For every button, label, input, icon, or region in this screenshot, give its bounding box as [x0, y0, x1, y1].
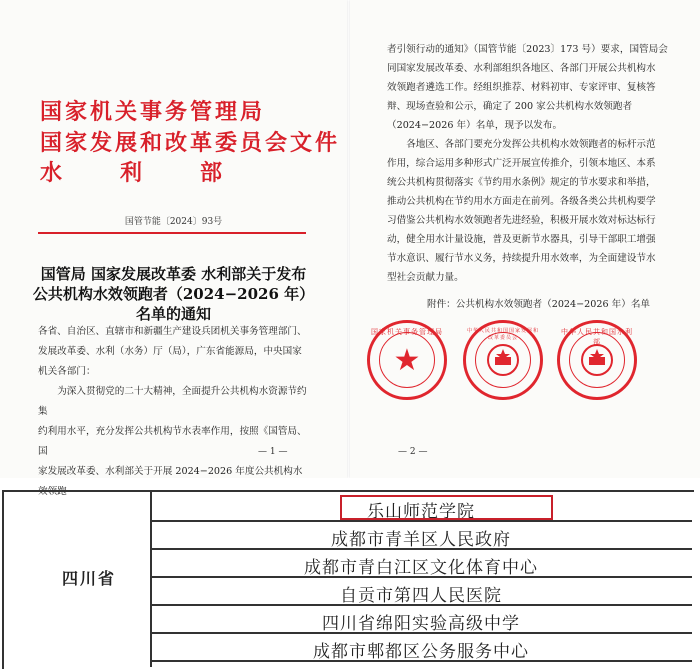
emblem-icon — [486, 343, 520, 377]
p2-line: 者引领行动的通知》（国管节能〔2023〕173 号）要求，国管局会 — [387, 44, 668, 55]
recipients-line-3: 机关各部门： — [38, 366, 96, 377]
document-title — [0, 264, 347, 324]
issuer-char-2: 利 — [120, 160, 146, 186]
body-text-page-2 — [387, 40, 672, 287]
p2-line: 各地区、各部门要充分发挥公共机构水效领跑者的标杆示范 — [406, 139, 656, 150]
p2-line: 效领跑者遴选工作。经组织推荐、材料初审、专家评审、复核答 — [387, 82, 656, 93]
title-line-2: 公共机构水效领跑者（2024−2026 年） — [32, 285, 315, 303]
p2-line: 习借鉴公共机构水效领跑者先进经验，积极开展水效对标达标行 — [387, 215, 656, 226]
seal-3-text: 中华人民共和国水利部 — [561, 328, 633, 346]
table-row: 成都市青白江区文化体育中心 — [304, 558, 538, 578]
recipients-line-2: 发展改革委、水利（水务）厅（局），广东省能源局，中央国家 — [38, 346, 302, 357]
seal-2-text: 中华人民共和国国家发展和改革委员会 — [466, 328, 539, 341]
issuer-char-3: 部 — [200, 160, 226, 186]
table-row: 成都市郫都区公务服务中心 — [313, 642, 529, 662]
p2-line: 动，健全用水计量设施，普及更新节水器具，引导干部职工增强 — [387, 234, 656, 245]
p2-line: 型社会贡献力量。 — [387, 272, 464, 283]
issuer-char-1: 水 — [40, 160, 66, 186]
p2-line: 辩、现场查验和公示，确定了 200 家公共机构水效领跑者 — [387, 101, 633, 112]
paragraph-line-1: 为深入贯彻党的二十大精神，全面提升公共机构水资源节约集 — [38, 386, 307, 417]
province-label: 四川省 — [62, 569, 117, 588]
paragraph-line-3: 家发展改革委、水利部关于开展 2024−2026 年度公共机构水效领跑 — [38, 466, 303, 497]
table-row: 乐山师范学院 — [367, 502, 475, 522]
table-row: 成都市青羊区人民政府 — [331, 530, 511, 550]
official-seal-1 — [367, 320, 447, 400]
issuer-line-2: 国家发展和改革委员会文件 — [40, 130, 341, 156]
document-page-1 — [0, 0, 347, 497]
seal-1-text: 国家机关事务管理局 — [371, 328, 443, 336]
title-line-1: 国管局 国家发展改革委 水利部关于发布 — [40, 265, 307, 283]
page-number-1: — 1 — — [258, 447, 288, 457]
emblem-icon — [580, 343, 614, 377]
title-line-3: 名单的通知 — [135, 305, 211, 323]
p2-line: 推动公共机构在节约用水方面走在前列。各级各类公共机构要学 — [387, 196, 656, 207]
p2-line: 统公共机构贯彻落实《节约用水条例》规定的节水要求和举措， — [387, 177, 656, 188]
p2-line: （2024−2026 年）名单，现予以发布。 — [387, 120, 563, 131]
body-text-page-1 — [38, 322, 312, 502]
table-row: 自贡市第四人民医院 — [340, 586, 502, 606]
attachment-line: 附件：公共机构水效领跑者（2024−2026 年）名单 — [427, 299, 651, 310]
section-divider — [0, 478, 700, 486]
highlight-box — [340, 495, 553, 520]
p2-line: 同国家发展改革委、水利部组织各地区、各部门开展公共机构水 — [387, 63, 656, 74]
issuer-line-3 — [40, 156, 280, 187]
paragraph-line-2: 约利用水平，充分发挥公共机构节水表率作用，按照《国管局、国 — [38, 426, 307, 457]
official-seal-2 — [463, 320, 543, 400]
recipients-line-1: 各省、自治区、直辖市和新疆生产建设兵团机关事务管理部门、 — [38, 326, 307, 337]
page-number-2: — 2 — — [398, 447, 428, 457]
document-number: 国管节能〔2024〕93号 — [124, 217, 223, 227]
document-page-2 — [350, 0, 700, 478]
red-divider — [38, 232, 306, 234]
p2-line: 节水意识、履行节水义务，持续提升用水效率，为全面建设节水 — [387, 253, 656, 264]
official-seal-3 — [557, 320, 637, 400]
issuer-line-1: 国家机关事务管理局 — [40, 99, 266, 125]
p2-line: 作用，综合运用多种形式广泛开展宣传推介，引领本地区、本系 — [387, 158, 656, 169]
seal-star-icon: ★ — [379, 332, 435, 388]
table-row: 四川省绵阳实验高级中学 — [322, 614, 520, 634]
